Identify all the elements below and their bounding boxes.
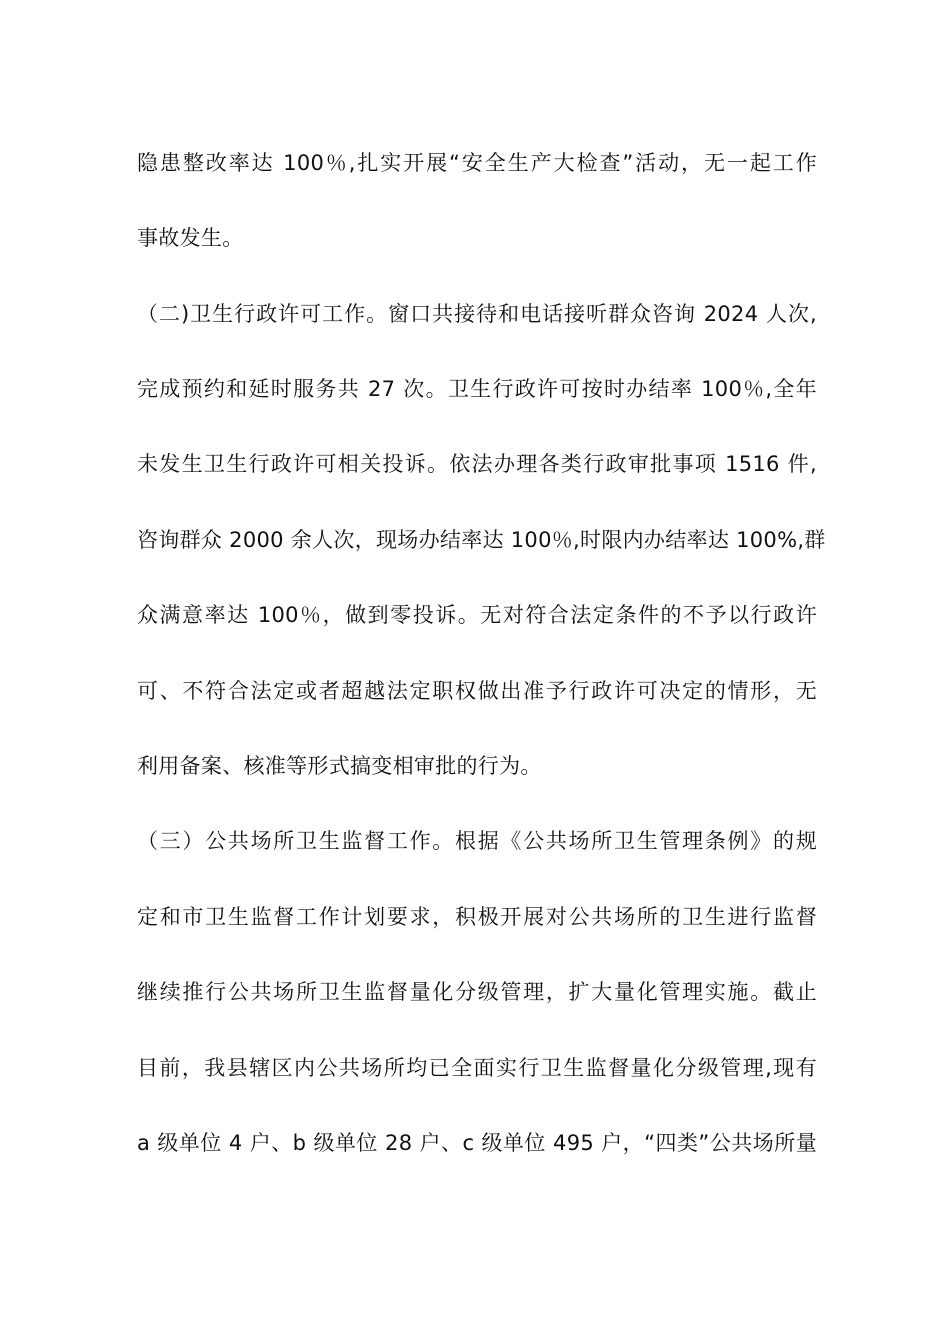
text-line: 定和市卫生监督工作计划要求，积极开展对公共场所的卫生进行监督 [137, 905, 817, 929]
text-line: 利用备案、核准等形式搞变相审批的行为。 [137, 754, 542, 778]
text-line: 隐患整改率达 100％,扎实开展“安全生产大检查”活动，无一起工作 [137, 151, 817, 175]
text-line: 继续推行公共场所卫生监督量化分级管理，扩大量化管理实施。截止 [137, 980, 817, 1004]
text-line: 目前，我县辖区内公共场所均已全面实行卫生监督量化分级管理,现有 [137, 1056, 817, 1080]
text-line: 事故发生。 [137, 226, 244, 250]
text-line: （三）公共场所卫生监督工作。根据《公共场所卫生管理条例》的规 [137, 829, 817, 853]
text-line: 完成预约和延时服务共 27 次。卫生行政许可按时办结率 100％,全年 [137, 377, 817, 401]
text-line: （二)卫生行政许可工作。窗口共接待和电话接听群众咨询 2024 人次, [137, 302, 817, 326]
text-line: 咨询群众 2000 余人次，现场办结率达 100％,时限内办结率达 100%,群 [137, 528, 826, 552]
text-line: 可、不符合法定或者超越法定职权做出准予行政许可决定的情形，无 [137, 679, 817, 703]
text-line: 未发生卫生行政许可相关投诉。依法办理各类行政审批事项 1516 件, [137, 452, 817, 476]
text-line: 众满意率达 100％，做到零投诉。无对符合法定条件的不予以行政许 [137, 603, 817, 627]
text-line: a 级单位 4 户、b 级单位 28 户、c 级单位 495 户，“四类”公共场所量 [137, 1131, 817, 1155]
